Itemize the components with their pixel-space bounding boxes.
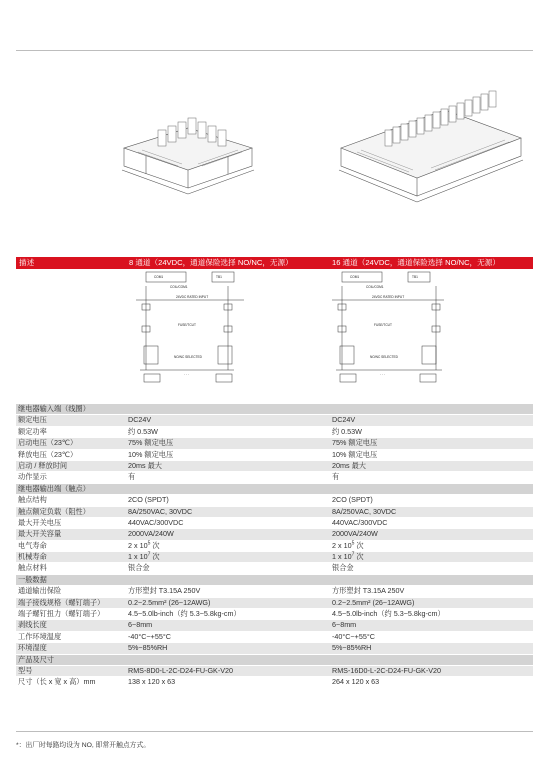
diagram-8ch-tb-label: TB1 <box>216 275 222 279</box>
cell-c2: 银合金 <box>128 563 150 573</box>
cell-c1: 继电器输入端（线圈） <box>18 404 90 413</box>
cell-c1: 额定功率 <box>18 426 47 436</box>
wiring-diagram-8ch <box>136 272 244 382</box>
cell-c2: 4.5~5.0lb-inch（约 5.3~5.8kg-cm） <box>128 609 241 619</box>
diagram-8ch-fuse-label: FUSE/TCUT <box>178 323 196 327</box>
cell-c2: 75% 额定电压 <box>128 438 174 448</box>
cell-c2: 10% 额定电压 <box>128 449 174 459</box>
header-description: 描述 <box>19 258 35 267</box>
cell-c3: 8A/250VAC, 30VDC <box>332 506 397 516</box>
cell-c2: 5%~85%RH <box>128 643 168 653</box>
diagram-16ch-input-label: 24VDC RATED INPUT <box>372 295 405 299</box>
cell-c2: 约 0.53W <box>128 426 158 436</box>
table-row <box>16 507 533 518</box>
cell-c2: 440VAC/300VDC <box>128 517 184 527</box>
cell-c3: 20ms 最大 <box>332 460 366 470</box>
cell-c1: 最大开关电压 <box>18 517 62 527</box>
cell-c2: 有 <box>128 472 136 482</box>
cell-c2: 2000VA/240W <box>128 529 174 539</box>
cell-c3: -40°C~+55°C <box>332 631 375 641</box>
cell-c3: 约 0.53W <box>332 426 362 436</box>
header-8-channel: 8 通道（24VDC，通道保险选择 NO/NC，无源） <box>129 258 293 267</box>
exponent: 5 <box>351 540 355 547</box>
cell-c1: 通道输出保险 <box>18 586 62 596</box>
unit-suffix: 次 <box>150 552 160 562</box>
cell-c1: 启动 / 释放时间 <box>18 460 68 470</box>
table-row <box>16 677 533 688</box>
cell-c3: 5%~85%RH <box>332 643 372 653</box>
unit-suffix: 次 <box>354 540 364 550</box>
diagram-16ch-dots: · · · <box>380 373 385 377</box>
wiring-diagram-16ch <box>332 272 444 382</box>
product-image-8ch <box>118 108 258 208</box>
table-row <box>16 529 533 540</box>
cell-c2: 20ms 最大 <box>128 460 162 470</box>
cell-c1: 启动电压（23℃） <box>18 438 78 448</box>
table-row <box>16 666 533 677</box>
exponent: 5 <box>147 540 151 547</box>
product-image-16ch <box>335 86 527 216</box>
cell-c1: 触点结构 <box>18 495 47 505</box>
bottom-divider <box>16 731 533 732</box>
cell-c2: 0.2~2.5mm² (26~12AWG) <box>128 597 211 607</box>
cell-c3: 2CO (SPDT) <box>332 495 373 505</box>
diagram-16ch-coil-label: COIL/COM1 <box>366 285 384 289</box>
section-row <box>16 655 533 666</box>
wiring-diagrams <box>16 270 533 402</box>
cell-c2: DC24V <box>128 415 152 425</box>
table-row <box>16 518 533 529</box>
exponent: 7 <box>351 551 355 558</box>
cell-c2: -40°C~+55°C <box>128 631 171 641</box>
cell-c2: 6~8mm <box>128 620 153 630</box>
cell-c1: 产品及尺寸 <box>18 654 54 664</box>
cell-c3: 方形塑封 T3.15A 250V <box>332 586 405 596</box>
cell-c3: 1 x $10^7$ 次 <box>332 551 364 562</box>
section-row <box>16 484 533 495</box>
cell-c3: RMS-16D0-L-2C-D24-FU-GK-V20 <box>332 665 442 675</box>
table-row <box>16 552 533 563</box>
cell-c2: 8A/250VAC, 30VDC <box>128 506 193 516</box>
cell-c2: 方形塑封 T3.15A 250V <box>128 586 201 596</box>
table-row <box>16 541 533 552</box>
table-row <box>16 563 533 574</box>
cell-c1: 工作环境温度 <box>18 631 62 641</box>
table-row <box>16 643 533 654</box>
cell-c3: 银合金 <box>332 563 354 573</box>
cell-c3: 6~8mm <box>332 620 357 630</box>
cell-c1: 环境湿度 <box>18 643 47 653</box>
diagram-8ch-input-label: 24VDC RATED INPUT <box>176 295 209 299</box>
diagram-8ch-select-label: NO/NC SELECTED <box>174 355 202 359</box>
cell-c2: 2 x $10^5$ 次 <box>128 540 160 550</box>
table-row <box>16 438 533 449</box>
cell-c1: 最大开关容量 <box>18 529 62 539</box>
cell-c1: 额定电压 <box>18 415 47 425</box>
cell-c3: 440VAC/300VDC <box>332 517 388 527</box>
cell-c3: 264 x 120 x 63 <box>332 677 380 687</box>
cell-c3: 10% 额定电压 <box>332 449 378 459</box>
diagram-16ch-fuse-label: FUSE/TCUT <box>374 323 392 327</box>
header-16-channel: 16 通道（24VDC，通道保险选择 NO/NC，无源） <box>332 258 500 267</box>
cell-c2: 1 x $10^7$ 次 <box>128 551 160 562</box>
spec-table <box>16 404 533 689</box>
table-row <box>16 620 533 631</box>
cell-c1: 型号 <box>18 665 33 675</box>
unit-suffix: 次 <box>150 540 160 550</box>
cell-c1: 机械寿命 <box>18 552 47 562</box>
cell-c3: 2 x $10^5$ 次 <box>332 540 364 550</box>
diagram-16ch-tb-label: TB1 <box>412 275 418 279</box>
diagram-16ch-com-label: COM1 <box>350 275 360 279</box>
table-row <box>16 609 533 620</box>
section-row <box>16 575 533 586</box>
diagram-8ch-dots: · · · <box>184 373 189 377</box>
footnote: *：出厂时每路均设为 NO, 即常开触点方式。 <box>16 742 151 749</box>
cell-c3: 75% 额定电压 <box>332 438 378 448</box>
diagram-16ch-select-label: NO/NC SELECTED <box>370 355 398 359</box>
cell-c3: DC24V <box>332 415 356 425</box>
table-row <box>16 472 533 483</box>
table-row <box>16 461 533 472</box>
table-row <box>16 427 533 438</box>
section-row <box>16 404 533 415</box>
cell-c1: 端子螺钉扭力（螺钉端子） <box>18 609 105 619</box>
table-row <box>16 495 533 506</box>
cell-c2: RMS-8D0-L-2C-D24-FU-GK-V20 <box>128 665 234 675</box>
cell-c1: 剥线长度 <box>18 620 47 630</box>
table-row <box>16 450 533 461</box>
cell-c3: 0.2~2.5mm² (26~12AWG) <box>332 597 415 607</box>
cell-c1: 电气寿命 <box>18 540 47 550</box>
cell-c1: 动作显示 <box>18 472 47 482</box>
unit-suffix: 次 <box>354 552 364 562</box>
cell-c3: 有 <box>332 472 340 482</box>
cell-c1: 端子接线规格（螺钉端子） <box>18 597 105 607</box>
diagram-8ch-coil-label: COIL/COM1 <box>170 285 188 289</box>
cell-c2: 2CO (SPDT) <box>128 495 169 505</box>
cell-c1: 继电器输出端（触点） <box>18 483 90 493</box>
cell-c1: 尺寸（长 x 宽 x 高）mm <box>18 677 96 687</box>
exponent: 7 <box>147 551 151 558</box>
cell-c3: 2000VA/240W <box>332 529 378 539</box>
cell-c1: 触点材料 <box>18 563 47 573</box>
cell-c3: 4.5~5.0lb-inch（约 5.3~5.8kg-cm） <box>332 609 445 619</box>
cell-c1: 触点额定负载（阻性） <box>18 506 90 516</box>
table-row <box>16 415 533 426</box>
table-row <box>16 632 533 643</box>
top-divider <box>16 50 533 51</box>
spec-table-header <box>16 257 533 269</box>
cell-c1: 一般数据 <box>18 574 47 584</box>
table-row <box>16 586 533 597</box>
diagram-8ch-com-label: COM1 <box>154 275 164 279</box>
table-row <box>16 598 533 609</box>
cell-c2: 138 x 120 x 63 <box>128 677 176 687</box>
cell-c1: 释放电压（23℃） <box>18 449 78 459</box>
